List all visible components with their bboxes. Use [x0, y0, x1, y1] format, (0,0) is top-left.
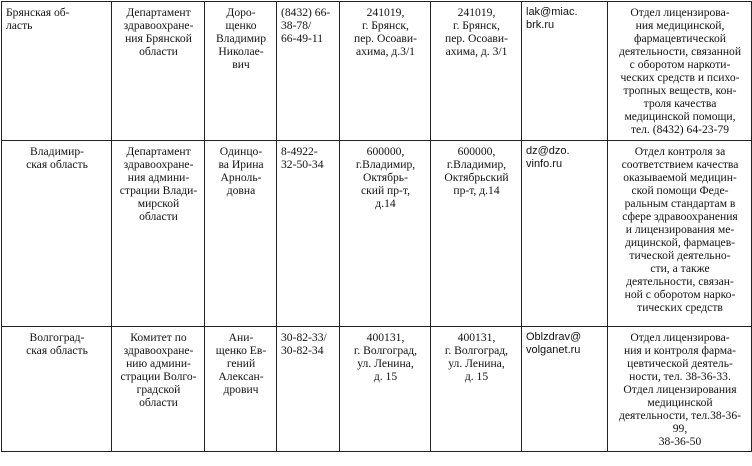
- table-row: [2, 141, 752, 327]
- actual-address-cell: 600000, г.Владимир, Октябрьский пр-т, д.14: [431, 141, 522, 327]
- region-cell: Волгоград- ская область: [2, 327, 112, 452]
- legal-address-cell: 241019, г. Брянск, пер. Осоави- ахима, д.3/1: [340, 2, 431, 141]
- email-cell: lak@miac. brk.ru: [522, 2, 608, 141]
- licensing-unit-cell: Отдел лицензирова- ния медицинской, фармацевтической деятельности, связанной с оборотом наркоти- ческих средств и психо- тропных веществ, кон- троля качества медицинской помощи, тел. (8432) 64-23-79: [608, 2, 752, 141]
- phone-cell: (8432) 66- 38-78/ 66-49-11: [277, 2, 340, 141]
- table-row: [2, 2, 752, 141]
- legal-address-cell: 400131, г. Волгоград, ул. Ленина, д. 15: [340, 327, 431, 452]
- actual-address-cell: 400131, г. Волгоград, ул. Ленина, д. 15: [431, 327, 522, 452]
- email-cell: dz@dzo. vinfo.ru: [522, 141, 608, 327]
- head-cell: Ани- щенко Ев- гений Алексан- дрович: [205, 327, 277, 452]
- actual-address-cell: 241019, г. Брянск, пер. Осоави- ахима, д. 3/1: [431, 2, 522, 141]
- licensing-unit-cell: Отдел контроля за соответствием качества оказываемой медицин- ской помощи Феде- ральным стандартам в сфере здравоохранения и лицензирования ме- дицинской, фармацев- тической деятельно- сти, а также деятельности, связан- ной с оборотом нарко- тических средств: [608, 141, 752, 327]
- region-cell: Владимир- ская область: [2, 141, 112, 327]
- table-row: [2, 327, 752, 452]
- region-cell: Брянская об- ласть: [2, 2, 112, 141]
- phone-cell: 30-82-33/ 30-82-34: [277, 327, 340, 452]
- department-cell: Департамент здравоохране- ния админи- страции Влади- мирской области: [112, 141, 205, 327]
- head-cell: Доро- щенко Владимир Николае- вич: [205, 2, 277, 141]
- head-cell: Одинцо- ва Ирина Арноль- довна: [205, 141, 277, 327]
- email-cell: Oblzdrav@ volganet.ru: [522, 327, 608, 452]
- licensing-unit-cell: Отдел лицензирова- ния и контроля фарма- цевтической деятель- ности, тел. 38-36-33. Отдел лицензирования медицинской деятельности, тел.38-36-99, 38-36-50: [608, 327, 752, 452]
- legal-address-cell: 600000, г.Владимир, Октябрь- ский пр-т, д.14: [340, 141, 431, 327]
- phone-cell: 8-4922- 32-50-34: [277, 141, 340, 327]
- department-cell: Комитет по здравоохране- нию админи- страции Волго- градской области: [112, 327, 205, 452]
- department-cell: Департамент здравоохране- ния Брянской области: [112, 2, 205, 141]
- licensing-authorities-table: [1, 1, 752, 452]
